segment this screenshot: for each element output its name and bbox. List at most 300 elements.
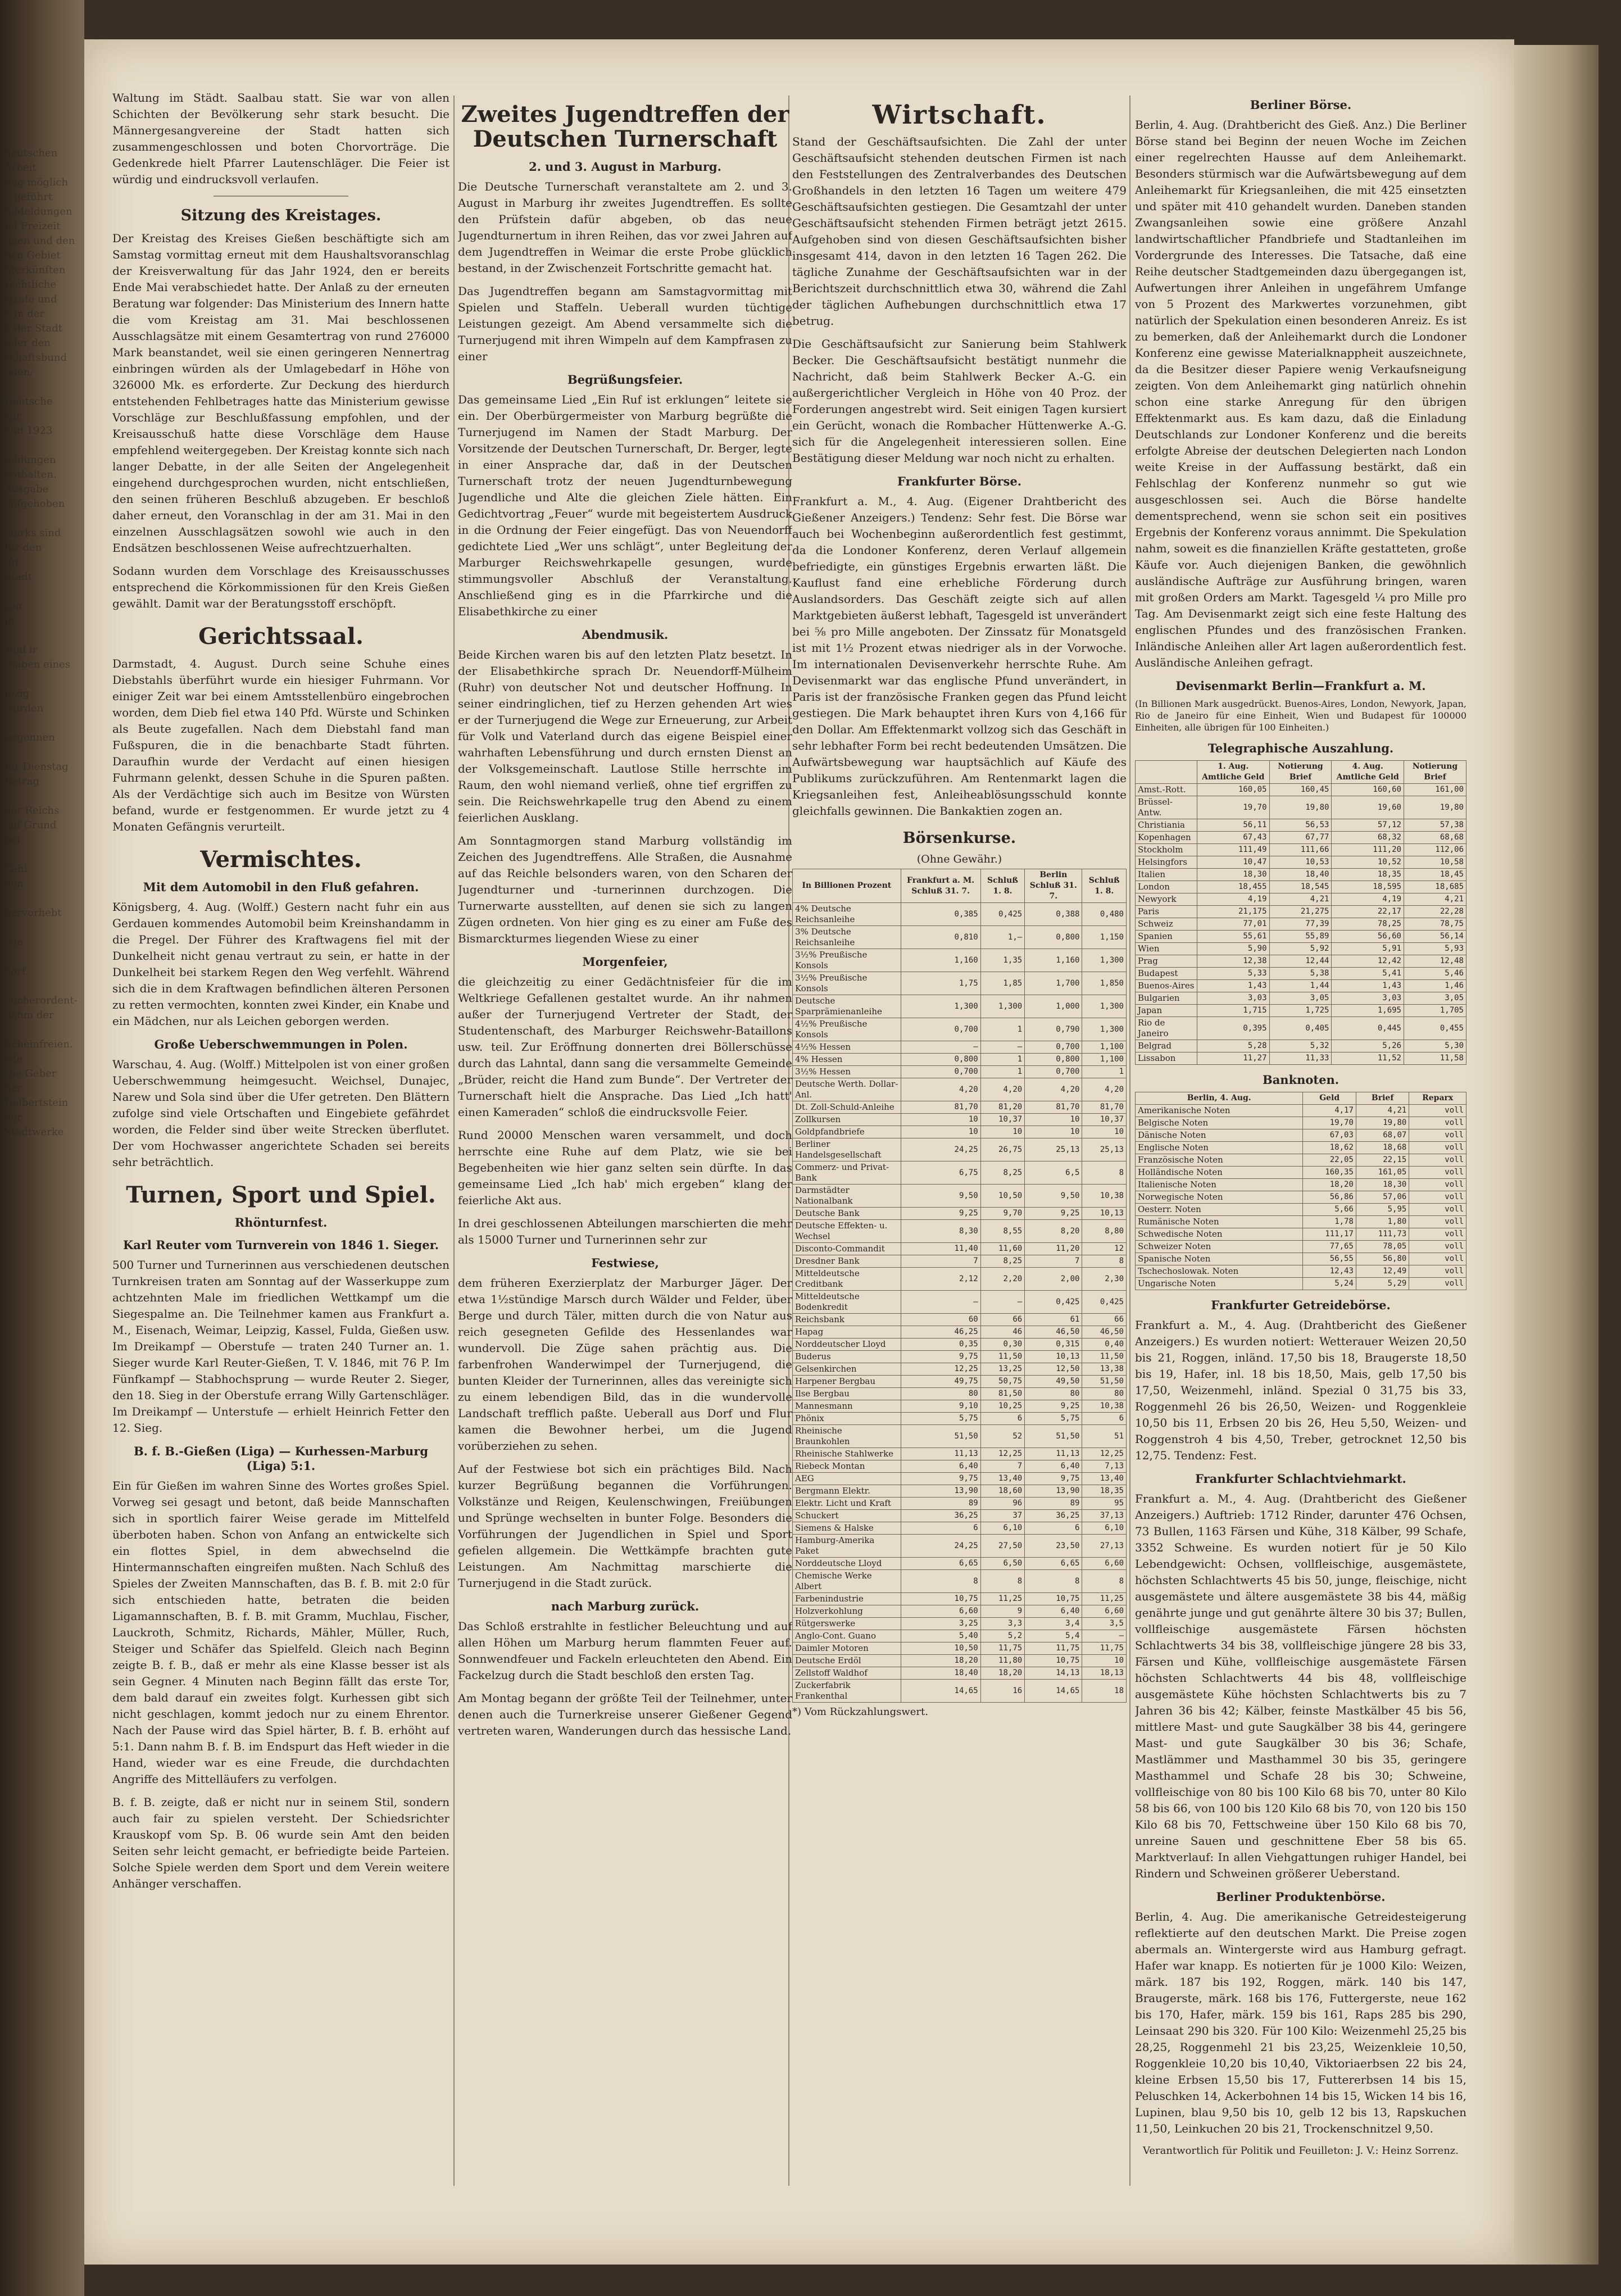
row-label: Darmstädter Nationalbank <box>793 1185 901 1208</box>
table-cell: 0,388 <box>1025 903 1082 926</box>
table-cell: 11,20 <box>1025 1243 1082 1255</box>
table-row <box>793 1630 1127 1642</box>
row-label: Belgische Noten <box>1136 1117 1303 1129</box>
table-cell: 12,43 <box>1303 1265 1356 1278</box>
row-label: Farbenindustrie <box>793 1593 901 1605</box>
table-cell: 6,50 <box>980 1558 1025 1570</box>
table-cell: 18,20 <box>901 1655 980 1667</box>
table-cell: 3,4 <box>1025 1618 1082 1630</box>
subheadline: Rhönturnfest. <box>234 1215 328 1229</box>
table-header-cell: 4. Aug. Amtliche Geld <box>1332 761 1404 784</box>
table-cell: 12,25 <box>901 1363 980 1376</box>
table-cell: 160,35 <box>1303 1167 1356 1179</box>
table-cell: 3,5 <box>1082 1618 1127 1630</box>
table-header-cell: Schluß 1. 8. <box>980 869 1025 903</box>
table-cell: 8 <box>1025 1570 1082 1593</box>
table-cell: 9,75 <box>901 1473 980 1485</box>
article-text: Der Kreistag des Kreises Gießen beschäftigte sich am Samstag vormittag erneut mit dem Haushaltsvoranschlag der Kreisverwaltung für das Jahr 1924, den er bereits Ende Mai verabschiedet hatte. Der Anlaß zu der erneuten Beratung war folgender: Das Ministerium des Innern hatte die vom Kreistag am 31. Mai beschlossenen Ausschlagsätze mit einem Gesamtertrag von rund 276000 Mark beanstandet, weil sie einen geringeren Nennertrag einbringen würden als der Umlagebedarf in Höhe von 326000 Mk. es erforderte. Zur Deckung des hierdurch entstehenden Fehlbetrages hatte das Ministerium gewisse Vorschläge zur Beschlußfassung empfohlen, und der Kreisausschuß hatte diese Vorschläge dem Hause empfehlend weitergegeben. Der Kreistag konnte sich nach langer Debatte, in der alle Seiten der Angelegenheit eingehend durchgesprochen wurden, nicht entschließen, den seinen früheren Beschluß abzugeben. Er beschloß daher erneut, den Voranschlag in der am 31. Mai in den einzelnen Ausschlagsätzen sowohl wie auch in den Endsätzen beschlossenen Weise aufrechtzuerhalten. <box>112 232 449 555</box>
table-cell: 1,100 <box>1082 1054 1127 1066</box>
table-cell: 10 <box>1082 1126 1127 1138</box>
table-cell: 18,13 <box>1082 1667 1127 1680</box>
table-cell: 77,39 <box>1269 918 1332 931</box>
table-cell: 80 <box>901 1388 980 1400</box>
table-row <box>1136 784 1466 796</box>
table-cell: 0,425 <box>980 903 1025 926</box>
table-cell: 6,10 <box>980 1522 1025 1535</box>
row-label: Italienische Noten <box>1136 1179 1303 1191</box>
table-cell: 1,80 <box>1356 1216 1409 1228</box>
table-cell: 9,25 <box>1025 1400 1082 1413</box>
table-cell: 5,29 <box>1356 1278 1409 1290</box>
book-binding-left-page <box>0 0 84 2296</box>
table-cell: 67,03 <box>1303 1129 1356 1142</box>
table-cell: 1,300 <box>980 995 1025 1018</box>
table-cell: 46 <box>980 1326 1025 1338</box>
table-row <box>793 926 1127 949</box>
row-label: Japan <box>1136 1005 1197 1017</box>
table-cell: 77,01 <box>1197 918 1270 931</box>
table-cell: 161,00 <box>1404 784 1466 796</box>
table-cell: 6 <box>901 1522 980 1535</box>
row-label: Rütgerswerke <box>793 1618 901 1630</box>
table-cell: 2,00 <box>1025 1268 1082 1291</box>
table-cell: 19,80 <box>1269 796 1332 819</box>
currency-table <box>1135 760 1466 1065</box>
table-cell: 4,21 <box>1269 893 1332 906</box>
table-cell: 0,800 <box>1025 926 1082 949</box>
table-cell: 7,13 <box>1082 1460 1127 1473</box>
table-cell: 1,44 <box>1269 980 1332 992</box>
article-text: Das Jugendtreffen begann am Samstagvormittag mit Spielen und Staffeln. Ueberall wurden tüchtige Leistungen gezeigt. Am Abend versammelte sich die Turnerjugend mit ihren Wimpeln auf dem Kampfrasen zu einer <box>458 284 792 363</box>
table-cell: 9,10 <box>901 1400 980 1413</box>
row-label: Dresdner Bank <box>793 1255 901 1268</box>
row-label: Dänische Noten <box>1136 1129 1303 1142</box>
row-label: Anglo-Cont. Guano <box>793 1630 901 1642</box>
table-header-cell: Frankfurt a. M. Schluß 31. 7. <box>901 869 980 903</box>
table-cell: 13,38 <box>1082 1363 1127 1376</box>
table-cell: 10,75 <box>1025 1655 1082 1667</box>
table-cell: 37,13 <box>1082 1510 1127 1522</box>
table-row <box>793 1054 1127 1066</box>
table-cell: 57,38 <box>1404 819 1466 832</box>
article-text: Auf der Festwiese bot sich ein prächtiges Bild. Nach kurzer Begrüßung begannen die Vorführungen. Volkstänze und Reigen, Keulenschwingen, Freiübungen und Sprünge wechselten in bunter Folge. Besonders die Vorführungen der Jugendlichen in Spiel und Sport gefielen allgemein. Die Wettkämpfe brachten gute Leistungen. Am Nachmittag marschierte die Turnerjugend in die Stadt zurück. <box>458 1462 792 1590</box>
article-text: Frankfurt a. M., 4. Aug. (Drahtbericht des Gießener Anzeigers.) Auftrieb: 1712 Rinder, darunter 476 Ochsen, 73 Bullen, 1163 Färsen und Kühe, 318 Kälber, 99 Schafe, 3352 Schweine. Es wurden notiert für je 50 Kilo Lebendgewicht: Ochsen, vollfleischige, ausgemästete, höchsten Schlachtwerts 45 bis 50, junge, fleischige, nicht ausgemästete und ältere ausgemästete 38 bis 44, mäßig genährte junge und gut genährte ältere 30 bis 37; Bullen, vollfleischige ausgemästete Färsen höchsten Schlachtwerts 34 bis 38, vollfleischige jüngere 28 bis 33, Färsen und Kühe, vollfleischige ausgemästete Färsen höchsten Schlachtwerts 44 bis 48, vollfleischige ausgemästete Kühe höchsten Schlachtwerts bis zu 7 Jahren 36 bis 42; Kälber, feinste Mastkälber 45 bis 56, mittlere Mast- und gute Saugkälber 38 bis 44, geringere Mast- und gute Saugkälber 30 bis 36; Schafe, Mastlämmer und Masthammel 30 bis 35, geringere Masthammel und Schafe 28 bis 30; Schweine, vollfleischige von 80 bis 100 Kilo 68 bis 70, unter 80 Kilo 58 bis 66, von 100 bis 120 Kilo 68 bis 70, von 120 bis 150 Kilo 68 bis 70, Fettschweine über 150 Kilo 68 bis 70, unreine Sauen und geschnittene Eber 58 bis 65. Marktverlauf: In allen Viehgattungen ruhiger Handel, bei Rindern und Schweinen größerer Ueberstand. <box>1135 1492 1466 1880</box>
table-row <box>793 1351 1127 1363</box>
table-cell: 81,70 <box>901 1101 980 1114</box>
section-heading: Turnen, Sport und Spiel. <box>126 1182 436 1208</box>
table-cell: 5,2 <box>980 1630 1025 1642</box>
table-cell: 12,44 <box>1269 955 1332 968</box>
table-cell: 5,33 <box>1197 968 1270 980</box>
table-cell: 56,55 <box>1303 1253 1356 1265</box>
table-cell: 8,25 <box>980 1161 1025 1185</box>
row-label: Spanische Noten <box>1136 1253 1303 1265</box>
table-cell: – <box>901 1041 980 1054</box>
table-cell: 22,15 <box>1356 1154 1409 1167</box>
row-label: Rio de Janeiro <box>1136 1017 1197 1040</box>
table-cell: 11,50 <box>1082 1351 1127 1363</box>
table-cell: 1,160 <box>1025 949 1082 972</box>
table-cell: 18,30 <box>1197 869 1270 881</box>
table-cell: 0,800 <box>1025 1054 1082 1066</box>
table-cell: 9,75 <box>901 1351 980 1363</box>
table-row <box>793 1268 1127 1291</box>
table-cell: 1,695 <box>1332 1005 1404 1017</box>
table-row <box>793 1388 1127 1400</box>
table-cell: 61 <box>1025 1314 1082 1326</box>
page-edge <box>1514 45 1599 2265</box>
row-label: Christiania <box>1136 819 1197 832</box>
table-row <box>793 1376 1127 1388</box>
row-label: Deutsche Sparprämienanleihe <box>793 995 901 1018</box>
table-cell: 5,95 <box>1356 1204 1409 1216</box>
table-cell: 14,65 <box>1025 1680 1082 1703</box>
row-label: London <box>1136 881 1197 893</box>
row-label: Commerz- und Privat-Bank <box>793 1161 901 1185</box>
table-cell: 1 <box>1082 1066 1127 1078</box>
table-cell: 18,595 <box>1332 881 1404 893</box>
table-cell: 6,60 <box>1082 1605 1127 1618</box>
table-cell: 51,50 <box>1025 1425 1082 1448</box>
table-cell: 8 <box>1082 1161 1127 1185</box>
table-cell: 8,25 <box>980 1255 1025 1268</box>
table-cell: 3,3 <box>980 1618 1025 1630</box>
row-label: Bergmann Elektr. <box>793 1485 901 1498</box>
table-cell: 8,30 <box>901 1220 980 1243</box>
table-cell: 160,45 <box>1269 784 1332 796</box>
table-cell: 13,40 <box>1082 1473 1127 1485</box>
table-row <box>1136 918 1466 931</box>
table-row <box>793 1655 1127 1667</box>
row-label: Deutsche Erdöl <box>793 1655 901 1667</box>
column-2 <box>458 90 792 2191</box>
article-text: Warschau, 4. Aug. (Wolff.) Mittelpolen ist von einer großen Ueberschwemmung heimgesucht. Weichsel, Dunajec, Narew und Sola sind über die Ufer getreten. Den Blättern zufolge sind viele Ortschaften und Eingebiete gefährdet worden, die Felder sind über weite Strecken überflutet. Der vom Hochwasser angerichtete Schaden sei bereits sehr beträchtlich. <box>112 1058 449 1169</box>
table-cell: 18,20 <box>1303 1179 1356 1191</box>
article-text: Sodann wurden dem Vorschlage des Kreisausschusses entsprechend die Körkommissionen für den Kreis Gießen gewählt. Damit war der Beratungsstoff erschöpft. <box>112 564 449 610</box>
article-text: Die Deutsche Turnerschaft veranstaltete am 2. und 3. August in Marburg ihr zweites Jugendtreffen. Es sollte den Prüfstein dafür abgeben, ob das neue Jugendturnertum in ihren Reihen, das vor zwei Jahren auf dem Jugendtreffen in Weimar die erste Probe glücklich bestand, in der Zwischenzeit Fortschritte gemacht hat. <box>458 180 792 275</box>
stock-table <box>792 869 1127 1703</box>
table-cell: 5,91 <box>1332 943 1404 955</box>
table-cell: 18,545 <box>1269 881 1332 893</box>
table-cell: voll <box>1409 1105 1466 1117</box>
row-label: Norwegische Noten <box>1136 1191 1303 1204</box>
table-header-cell: In Billionen Prozent <box>793 869 901 903</box>
table-cell: 57,12 <box>1332 819 1404 832</box>
row-label: Ungarische Noten <box>1136 1278 1303 1290</box>
table-cell: 3,25 <box>901 1618 980 1630</box>
row-label: Kopenhagen <box>1136 832 1197 844</box>
table-cell: 5,75 <box>1025 1413 1082 1425</box>
table-row <box>793 1535 1127 1558</box>
table-cell: voll <box>1409 1117 1466 1129</box>
article-text: Frankfurt a. M., 4. Aug. (Drahtbericht des Gießener Anzeigers.) Es wurden notiert: Wetterauer Weizen 20,50 bis 21, Roggen, inländ. 17,50 bis 18, Braugerste 18,50 bis 19, Hafer, inl. 18 bis 18,50, Mais, gelb 17,50 bis 17,50, Weizenmehl, inländ. Spezial 0 31,75 bis 33, Roggenmehl 26 bis 26,50, Weizen- und Roggenkleie 10,50 bis 11, Erbsen 20 bis 26, Heu 5,50, Weizen- und Roggenstroh 4 bis 4,50, Treber, getrocknet 12,50 bis 12,75. Tendenz: Fest. <box>1135 1318 1466 1462</box>
table-cell: 11,33 <box>1269 1052 1332 1065</box>
table-row <box>793 1126 1127 1138</box>
table-cell: voll <box>1409 1278 1466 1290</box>
table-cell: 6,40 <box>1025 1605 1082 1618</box>
table-cell: 7 <box>901 1255 980 1268</box>
table-cell: 12,42 <box>1332 955 1404 968</box>
table-row <box>793 1138 1127 1161</box>
row-label: Norddeutsche Lloyd <box>793 1558 901 1570</box>
table-cell: 78,75 <box>1404 918 1466 931</box>
table-row <box>793 1161 1127 1185</box>
row-label: Deutsche Bank <box>793 1208 901 1220</box>
table-cell: voll <box>1409 1241 1466 1253</box>
column-4 <box>1135 90 1466 2191</box>
table-row <box>1136 1154 1466 1167</box>
column-rule <box>453 96 455 2186</box>
table-row <box>793 1448 1127 1460</box>
table-cell: 10 <box>1082 1655 1127 1667</box>
table-cell: 2,30 <box>1082 1268 1127 1291</box>
table-cell: 24,25 <box>901 1535 980 1558</box>
table-cell: 56,60 <box>1332 931 1404 943</box>
table-cell: 0,395 <box>1197 1017 1270 1040</box>
article-text: Darmstadt, 4. August. Durch seine Schuhe eines Diebstahls überführt wurde ein hiesiger Fuhrmann. Vor einiger Zeit war bei einem Amtsstellenbüro eingebrochen worden, dem Dieb fiel etwa 140 Pfd. Würste und Schinken als Beute zugefallen. Nach dem Diebstahl fand man Fußspuren, die in die benachbarte Stadt führten. Daraufhin wurde der Verdacht auf einen hiesigen Fuhrmann gelenkt, dessen Schuhe in die Spuren paßten. Als der Verdächtige sich auch im Besitze von Würsten befand, wurde er festgenommen. Er wurde jetzt zu 4 Monaten Gefängnis verurteilt. <box>112 657 449 833</box>
table-cell: 56,86 <box>1303 1191 1356 1204</box>
table-cell: 8,55 <box>980 1220 1025 1243</box>
table-cell: 3,05 <box>1404 992 1466 1005</box>
row-label: Phönix <box>793 1413 901 1425</box>
table-row <box>793 1425 1127 1448</box>
table-cell: 0,405 <box>1269 1017 1332 1040</box>
table-cell: 9,75 <box>1025 1473 1082 1485</box>
table-cell: 1,75 <box>901 972 980 995</box>
table-row <box>793 1413 1127 1425</box>
row-label: Französische Noten <box>1136 1154 1303 1167</box>
table-row <box>1136 844 1466 856</box>
subheadline: B. f. B.-Gießen (Liga) — Kurhessen-Marburg (Liga) 5:1. <box>133 1444 429 1473</box>
table-cell: 23,50 <box>1025 1535 1082 1558</box>
row-label: Dt. Zoll-Schuld-Anleihe <box>793 1101 901 1114</box>
row-label: Holländische Noten <box>1136 1167 1303 1179</box>
table-cell: voll <box>1409 1129 1466 1142</box>
table-cell: 4,19 <box>1332 893 1404 906</box>
subheadline: 2. und 3. August in Marburg. <box>529 160 721 174</box>
table-cell: 26,75 <box>980 1138 1025 1161</box>
table-cell: 18,455 <box>1197 881 1270 893</box>
table-cell: 21,175 <box>1197 906 1270 918</box>
article-text: In drei geschlossenen Abteilungen marschierten die mehr als 15000 Turner und Turnerinnen sehr zur <box>458 1217 792 1246</box>
table-cell: 66 <box>1082 1314 1127 1326</box>
table-cell: – <box>980 1291 1025 1314</box>
table-cell: voll <box>1409 1179 1466 1191</box>
table-row <box>793 1558 1127 1570</box>
table-cell: 22,28 <box>1404 906 1466 918</box>
table-cell: 60 <box>901 1314 980 1326</box>
table-cell: voll <box>1409 1228 1466 1241</box>
table-header-cell: Schluß 1. 8. <box>1082 869 1127 903</box>
table-cell: 5,41 <box>1332 968 1404 980</box>
article-text: Am Sonntagmorgen stand Marburg vollständig im Zeichen des Jugendtreffens. Alle Straßen, die Ausnahme auf das Reichle belsonders waren, von den Scharen der Jugendturner und -turnerinnen durchzogen. Die Turnerwarte ausstellten, auf denen sie sich zu langen Zügen ordneten. Von hier ging es zu einer am Fuße des Bismarckturmes liegenden Wiese zu einer <box>458 834 792 945</box>
table-cell: 7 <box>1025 1255 1082 1268</box>
table-row <box>1136 1017 1466 1040</box>
table-cell: 10,38 <box>1082 1400 1127 1413</box>
table-cell: 81,70 <box>1082 1101 1127 1114</box>
section-heading: Vermischtes. <box>200 846 362 873</box>
table-row <box>793 1338 1127 1351</box>
table-cell: 22,17 <box>1332 906 1404 918</box>
table-cell: 1,43 <box>1332 980 1404 992</box>
table-cell: 9 <box>980 1605 1025 1618</box>
article-text: die gleichzeitig zu einer Gedächtnisfeier für die im Weltkriege Gefallenen gestaltet wurde. An ihr nahmen außer der Turnerjugend Vertreter der Stadt, der Studentenschaft, des Marburger Reichswehr-Bataillons usw. teil. Zur Eröffnung donnerten drei Böllerschüsse durch das Lahntal, dann sang die versammelte Gemeinde „Brüder, reicht die Hand zum Bunde“. Der Vertreter der Turnerschaft hielt die Ansprache. Das Lied „Ich hatt' einen Kameraden“ schloß die eindrucksvolle Feier. <box>458 975 792 1119</box>
section-heading: Wirtschaft. <box>872 99 1047 130</box>
table-cell: 111,49 <box>1197 844 1270 856</box>
row-label: Schwedische Noten <box>1136 1228 1303 1241</box>
table-cell: 12,25 <box>980 1448 1025 1460</box>
table-cell: 10,47 <box>1197 856 1270 869</box>
row-label: Mitteldeutsche Creditbank <box>793 1268 901 1291</box>
subheadline: nach Marburg zurück. <box>551 1599 700 1613</box>
table-cell: 5,92 <box>1269 943 1332 955</box>
row-label: Brüssel-Antw. <box>1136 796 1197 819</box>
table-cell: 19,80 <box>1404 796 1466 819</box>
table-cell: 56,11 <box>1197 819 1270 832</box>
table-cell: 1,78 <box>1303 1216 1356 1228</box>
article-text: Waltung im Städt. Saalbau statt. Sie war von allen Schichten der Bevölkerung sehr stark besucht. Die Männergesangvereine der Stadt hatten sich zusammengeschlossen und boten Chorvorträge. Die Gedenkrede hielt Pfarrer Lautenschläger. Die Feier ist würdig und eindrucksvoll verlaufen. <box>112 91 449 186</box>
table-cell: 7 <box>980 1460 1025 1473</box>
article-text: Das Schloß erstrahlte in festlicher Beleuchtung und auf allen Höhen um Marburg herum flammten Feuer auf. Sonnwendfeuer und Fackeln erleuchteten den Abend. Ein Fackelzug durch die Stadt beschloß den ersten Tag. <box>458 1619 792 1682</box>
table-cell: 18,35 <box>1332 869 1404 881</box>
table-cell: 0,35 <box>901 1338 980 1351</box>
subheadline: Karl Reuter vom Turnverein von 1846 1. Sieger. <box>122 1238 439 1252</box>
table-row <box>793 1522 1127 1535</box>
table-cell: 0,800 <box>901 1054 980 1066</box>
subheadline: Begrüßungsfeier. <box>567 373 683 387</box>
table-cell: 10,50 <box>901 1642 980 1655</box>
table-cell: 22,05 <box>1303 1154 1356 1167</box>
table-row <box>793 1605 1127 1618</box>
row-label: Bulgarien <box>1136 992 1197 1005</box>
table-cell: 18,62 <box>1303 1142 1356 1154</box>
table-cell: 13,90 <box>1025 1485 1082 1498</box>
table-row <box>793 1220 1127 1243</box>
banknote-table <box>1135 1092 1466 1290</box>
table-cell: 8,80 <box>1082 1220 1127 1243</box>
table-cell: 5,75 <box>901 1413 980 1425</box>
table-row <box>1136 1142 1466 1154</box>
article-text: Berlin, 4. Aug. (Drahtbericht des Gieß. Anz.) Die Berliner Börse stand bei Beginn der neuen Woche im Zeichen einer regelrechten Hausse auf dem Anleihemarkt. Besonders stürmisch war die Aufwärtsbewegung auf dem Anleihemarkt für Kriegsanleihen, die mit 425 einsetzten und später mit 410 gehandelt wurden. Daneben standen Zwangsanleihen sowie eine größere Anzahl landwirtschaftlicher Pfandbriefe und Stadtanleihen im Vordergrunde des Interesses. Die Tatsache, daß eine Reihe deutscher Stadtgemeinden dazu übergegangen ist, Aufwertungen ihrer Anleihen in ungefährem Umfange von 5 Prozent des Markwertes vorzunehmen, gibt natürlich der Spekulation einen besonderen Anreiz. Es ist zu bemerken, daß der Anleihemarkt durch die Londoner Konferenz eine gewisse Materialknappheit auszeichnete, da die Besitzer dieser Papiere wenig Verkaufsneigung zeigten. Von dem Anleihemarkt ging natürlich ohnehin schon eine starke Anregung für den übrigen Effektenmarkt aus. Es kam dazu, daß die Einladung Deutschlands zur Londoner Konferenz und die bereits erfolgte Abreise der deutschen Delegierten nach London weite Kreise in der Auffassung bestärkt, daß ein Fehlschlag der Konferenz nunmehr so gut wie ausgeschlossen sei. Auch die Börse handelte dementsprechend, wenn sie schon seit ein positives Ergebnis der Konferenz voraus annimmt. Die Spekulation nahm, soweit es die finanziellen Kräfte gestatteten, große Käufe vor. Auch diejenigen Banken, die gewöhnlich ausländische Aufträge zur Ausführung bringen, waren mit großen Orders am Markt. Tagesgeld ¼ pro Mille pro Tag. Am Devisenmarkt zeigt sich eine feste Haltung des englischen Pfundes und des französischen Franken. Inländische Anleihen aller Art lagen außerordentlich fest. Ausländische Anleihen gefragt. <box>1135 118 1466 669</box>
table-cell: 11,25 <box>1082 1593 1127 1605</box>
byline: Verantwortlich für Politik und Feuilleton: J. V.: Heinz Sorrenz. <box>1143 2145 1459 2157</box>
separator <box>214 196 348 197</box>
article-text: Beide Kirchen waren bis auf den letzten Platz besetzt. In der Elisabethkirche sprach Dr. Neuendorff-Mülheim (Ruhr) von deutscher Not und deutscher Hoffnung. In seiner eindringlichen, tief zu Herzen gehenden Art wies er der Turnerjugend die Wege zur Erneuerung, zur Arbeit für Volk und Vaterland durch das eigene Beispiel einer wahrhaften Lebensführung und durch ernsten Dienst an der Volksgemeinschaft. Lautlose Stille herrschte im Raum, den wohl niemand verließ, ohne tief ergriffen zu sein. Die Reichswehrkapelle trug den Abend zu einem feierlichen Ausklang. <box>458 648 792 824</box>
table-cell: 19,70 <box>1303 1117 1356 1129</box>
table-cell: 0,700 <box>1025 1041 1082 1054</box>
table-row <box>793 1363 1127 1376</box>
table-cell: 96 <box>980 1498 1025 1510</box>
subheadline: Große Ueberschwemmungen in Polen. <box>154 1037 408 1051</box>
row-label: Elektr. Licht und Kraft <box>793 1498 901 1510</box>
table-cell: 5,24 <box>1303 1278 1356 1290</box>
table-cell: 52 <box>980 1425 1025 1448</box>
table-row <box>793 972 1127 995</box>
table-cell: 0,455 <box>1404 1017 1466 1040</box>
table-cell: 10 <box>1025 1114 1082 1126</box>
table-cell: 77,65 <box>1303 1241 1356 1253</box>
table-cell: 1,300 <box>1082 1018 1127 1041</box>
subheadline: Mit dem Automobil in den Fluß gefahren. <box>143 880 419 894</box>
row-label: Spanien <box>1136 931 1197 943</box>
row-label: Schweizer Noten <box>1136 1241 1303 1253</box>
table-cell: 11,75 <box>980 1642 1025 1655</box>
table-row <box>793 1243 1127 1255</box>
table-cell: 13,90 <box>901 1485 980 1498</box>
row-label: Amst.-Rott. <box>1136 784 1197 796</box>
table-row <box>793 1570 1127 1593</box>
table-cell: 1,715 <box>1197 1005 1270 1017</box>
table-cell: 18,60 <box>980 1485 1025 1498</box>
table-row <box>793 1078 1127 1101</box>
table-cell: 81,50 <box>980 1388 1025 1400</box>
table-cell: 13,25 <box>980 1363 1025 1376</box>
table-cell: 1 <box>980 1054 1025 1066</box>
table-cell: 10,75 <box>1025 1593 1082 1605</box>
table-cell: 3,05 <box>1269 992 1332 1005</box>
table-cell: 1,300 <box>1082 995 1127 1018</box>
table-row <box>1136 980 1466 992</box>
row-label: Daimler Motoren <box>793 1642 901 1655</box>
table-cell: 66 <box>980 1314 1025 1326</box>
table-cell: 18,68 <box>1356 1142 1409 1154</box>
table-cell: 27,13 <box>1082 1535 1127 1558</box>
table-cell: 4,19 <box>1197 893 1270 906</box>
subheadline: Frankfurter Getreidebörse. <box>1211 1298 1391 1312</box>
article-text: Rund 20000 Menschen waren versammelt, und doch herrschte eine Ruhe auf dem Platz, wie sie bei Begebenheiten wie hier ganz selten sein dürfte. In das gemeinsame Lied „Ich hab' mich ergeben“ klang der feierliche Akt aus. <box>458 1128 792 1207</box>
table-row <box>793 1642 1127 1655</box>
table-cell: 50,75 <box>980 1376 1025 1388</box>
table-cell: 10 <box>901 1126 980 1138</box>
table-cell: 1 <box>980 1066 1025 1078</box>
row-label: 3½% Preußische Konsols <box>793 972 901 995</box>
table-cell: 18,30 <box>1356 1179 1409 1191</box>
table-cell: voll <box>1409 1216 1466 1228</box>
table-cell: 19,70 <box>1197 796 1270 819</box>
row-label: Mitteldeutsche Bodenkredit <box>793 1291 901 1314</box>
table-cell: 13,40 <box>980 1473 1025 1485</box>
section-heading: Gerichtssaal. <box>198 623 364 650</box>
column-3 <box>792 90 1127 2191</box>
table-cell: 80 <box>1025 1388 1082 1400</box>
table-cell: voll <box>1409 1253 1466 1265</box>
table-cell: 18 <box>1082 1680 1127 1703</box>
table-cell: 112,06 <box>1404 844 1466 856</box>
table-cell: 6,10 <box>1082 1522 1127 1535</box>
table-cell: 11,60 <box>980 1243 1025 1255</box>
table-cell: 11,27 <box>1197 1052 1270 1065</box>
table-cell: 8 <box>980 1570 1025 1593</box>
subheadline: Morgenfeier, <box>582 955 668 969</box>
table-cell: 78,25 <box>1332 918 1404 931</box>
row-label: Zollkursen <box>793 1114 901 1126</box>
table-cell: 10,52 <box>1332 856 1404 869</box>
table-cell: 4,20 <box>1082 1078 1127 1101</box>
table-row <box>1136 893 1466 906</box>
table-row <box>793 1473 1127 1485</box>
row-label: Holzverkohlung <box>793 1605 901 1618</box>
table-cell: 6,75 <box>901 1161 980 1185</box>
table-cell: 1,850 <box>1082 972 1127 995</box>
table-cell: 0,445 <box>1332 1017 1404 1040</box>
table-cell: 56,14 <box>1404 931 1466 943</box>
table-cell: 78,05 <box>1356 1241 1409 1253</box>
table-cell: 1,150 <box>1082 926 1127 949</box>
table-row <box>793 1593 1127 1605</box>
table-cell: 55,61 <box>1197 931 1270 943</box>
subheadline: Festwiese, <box>591 1256 659 1270</box>
table-cell: 10 <box>980 1126 1025 1138</box>
